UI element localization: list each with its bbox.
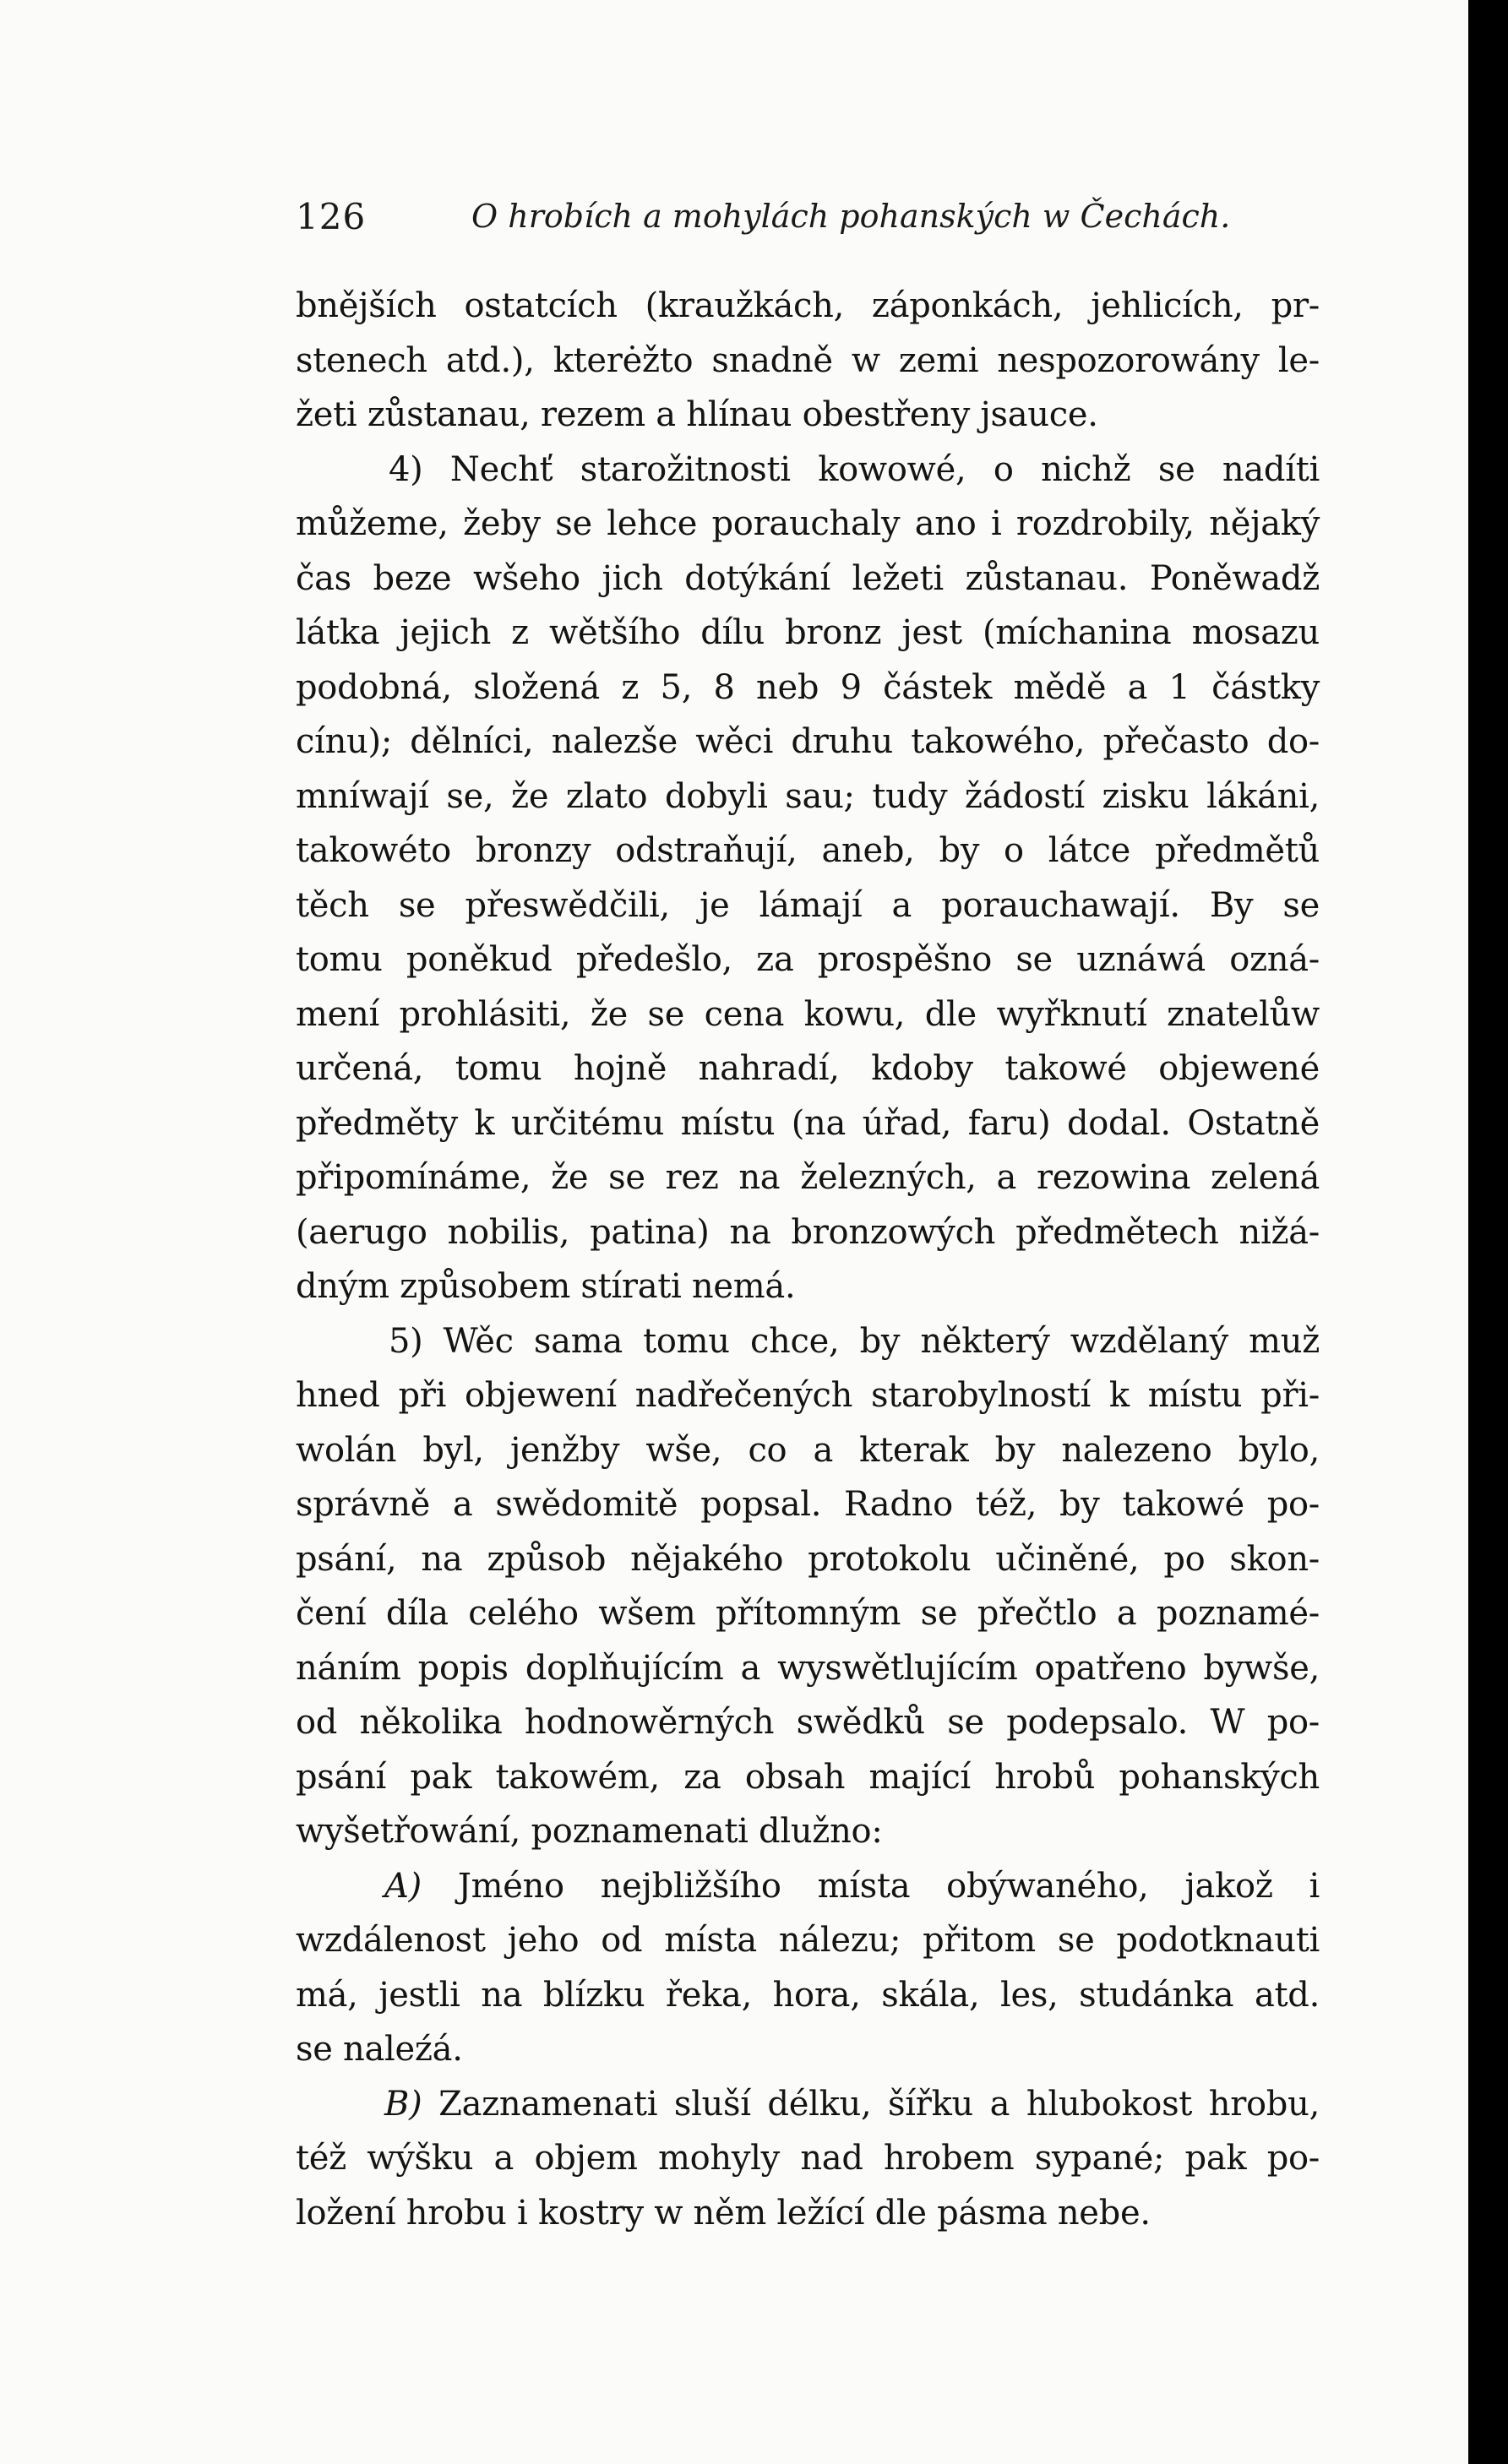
text-line: (aerugo nobilis, patina) na bronzowých předmětech nižá- [296,1212,1320,1252]
text-line: wyšetřowání, poznamenati dlužno: [296,1812,883,1851]
text-line: má, jestli na blízku řeka, hora, skála, les, studánka atd. [296,1975,1320,2015]
text-line: těch se přeswědčili, je lámají a porauchawají. By se [296,885,1320,925]
text-line: cínu); dělníci, nalezše wěci druhu takowého, přečasto do- [296,722,1320,761]
text-line: takowéto bronzy odstraňují, aneb, by o látce předmětů [296,831,1320,870]
text-line: bnějších ostatcích (kraužkách, záponkách, jehlicích, pr- [296,286,1320,325]
text-line-labeled [296,1859,1320,1914]
item-text-b: Zaznamenati sluší délku, šířku a hlubokost hrobu, [438,2084,1320,2124]
text-line: podobná, složená z 5, 8 neb 9 částek mědě a 1 částky [296,667,1320,707]
text-line: náním popis doplňujícím a wyswětlujícím opatřeno bywše, [296,1648,1320,1688]
page-number: 126 [296,196,367,237]
text-line: čení díla celého wšem přítomným se přečtlo a poznamé- [296,1594,1320,1633]
text-line: psání, na způsob nějakého protokolu učiněné, po skon- [296,1539,1320,1579]
text-line: určená, tomu hojně nahradí, kdoby takowé objewené [296,1049,1320,1088]
text-line: látka jejich z wětšího dílu bronz jest (míchanina mosazu [296,613,1320,652]
text-line: hned při objewení nadřečených starobylností k místu při- [296,1376,1320,1415]
text-line: mení prohlásiti, že se cena kowu, dle wyřknutí znatelůw [296,994,1320,1034]
text-line-labeled [296,2077,1320,2132]
body-text [296,279,1320,2240]
text-line: můžeme, žeby se lehce porauchaly ano i rozdrobily, nějaký [296,504,1320,543]
text-line: wzdálenost jeho od místa nálezu; přitom se podotknauti [296,1921,1320,1960]
text-line: čas beze wšeho jich dotýkání ležeti zůstanau. Poněwadž [296,558,1320,598]
text-line: psání pak takowém, za obsah mající hrobů pohanských [296,1757,1320,1797]
text-line: 4) Nechť starožitnosti kowowé, o nichž se nadíti [389,449,1320,489]
text-line: se naleźá. [296,2030,463,2069]
text-line: od několika hodnowěrných swědků se podepsalo. W po- [296,1703,1320,1742]
text-line: též wýšku a objem mohyly nad hrobem sypané; pak po- [296,2139,1320,2178]
text-line: správně a swědomitě popsal. Radno též, by takowé po- [296,1485,1320,1524]
text-line: připomínáme, že se rez na železných, a rezowina zelená [296,1158,1320,1197]
running-title: O hrobích a mohylách pohanských w Čechách. [471,198,1231,235]
text-line: wolán byl, jenžby wše, co a kterak by nalezeno bylo, [296,1430,1320,1470]
text-line: 5) Wěc sama tomu chce, by některý wzdělaný muž [389,1321,1320,1361]
text-line: žeti zůstanau, rezem a hlínau obestřeny jsauce. [296,395,1098,434]
item-label-b: B) [384,2084,422,2124]
text-line: mníwají se, že zlato dobyli sau; tudy žádostí zisku lákáni, [296,776,1320,816]
text-line: předměty k určitému místu (na úřad, faru) dodal. Ostatně [296,1103,1320,1143]
text-line: dným způsobem stírati nemá. [296,1267,796,1306]
item-text-a: Jméno nejbližšího místa obýwaného, jakož i [457,1866,1320,1906]
text-line: ložení hrobu i kostry w něm ležící dle pásma nebe. [296,2193,1151,2233]
text-line: tomu poněkud předešlo, za prospěšno se uznáwá ozná- [296,940,1320,979]
text-line: stenech atd.), kterėžto snadně w zemi nespozorowány le- [296,340,1320,380]
item-label-a: A) [384,1866,422,1906]
page-header [296,196,1326,247]
